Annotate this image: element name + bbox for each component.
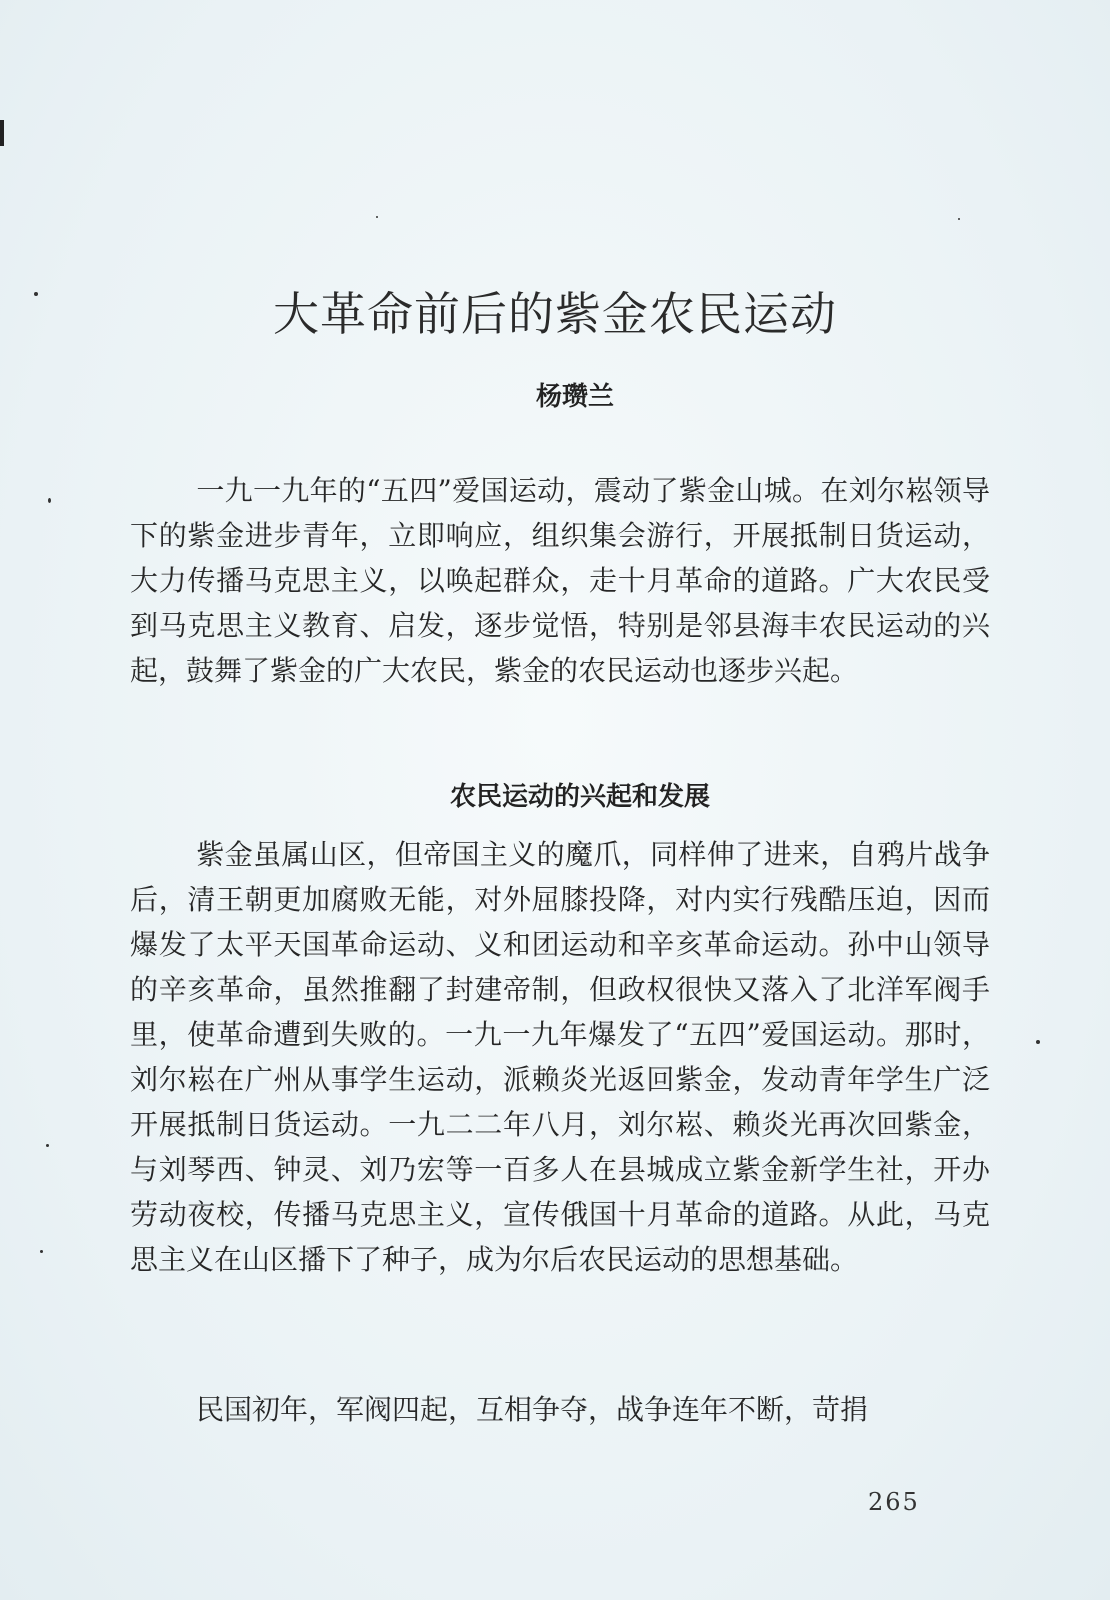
scan-speck bbox=[376, 216, 378, 218]
article-author: 杨瓒兰 bbox=[535, 382, 614, 412]
section-paragraph bbox=[130, 1387, 990, 1432]
scan-speck bbox=[46, 1144, 49, 1147]
section-paragraph-text: 民国初年，军阀四起，互相争夺，战争连年不断，苛捐 bbox=[196, 1393, 869, 1426]
scan-edge-mark bbox=[0, 120, 4, 146]
page-number: 265 bbox=[868, 1488, 920, 1516]
section-heading: 农民运动的兴起和发展 bbox=[449, 782, 710, 812]
scan-speck bbox=[34, 292, 38, 296]
article-title: 大革命前后的紫金农民运动 bbox=[273, 287, 837, 341]
scan-speck bbox=[48, 498, 51, 503]
section-paragraph-text: 紫金虽属山区，但帝国主义的魔爪，同样伸了进来，自鸦片战争后，清王朝更加腐败无能，对外屈膝投降，对内实行残酷压迫，因而爆发了太平天国革命运动、义和团运动和辛亥革命运动。孙中山领导的辛亥革命，虽然推翻了封建帝制，但政权很快又落入了北洋军阀手里，使革命遭到失败的。一九一九年爆发了“五四”爱国运动。那时，刘尔崧在广州从事学生运动，派赖炎光返回紫金，发动青年学生广泛开展抵制日货运动。一九二二年八月，刘尔崧、赖炎光再次回紫金，与刘琴西、钟灵、刘乃宏等一百多人在县城成立紫金新学生社，开办劳动夜校，传播马克思主义，宣传俄国十月革命的道路。从此，马克思主义在山区播下了种子，成为尔后农民运动的思想基础。 bbox=[130, 838, 990, 1276]
scan-speck bbox=[40, 1250, 43, 1253]
scan-speck bbox=[1036, 1040, 1040, 1044]
scan-speck bbox=[958, 218, 960, 220]
intro-paragraph bbox=[130, 468, 990, 693]
section-paragraph bbox=[130, 832, 990, 1282]
intro-paragraph-text: 一九一九年的“五四”爱国运动，震动了紫金山城。在刘尔崧领导下的紫金进步青年，立即响应，组织集会游行，开展抵制日货运动，大力传播马克思主义，以唤起群众，走十月革命的道路。广大农民受到马克思主义教育、启发，逐步觉悟，特别是邻县海丰农民运动的兴起，鼓舞了紫金的广大农民，紫金的农民运动也逐步兴起。 bbox=[130, 474, 990, 687]
